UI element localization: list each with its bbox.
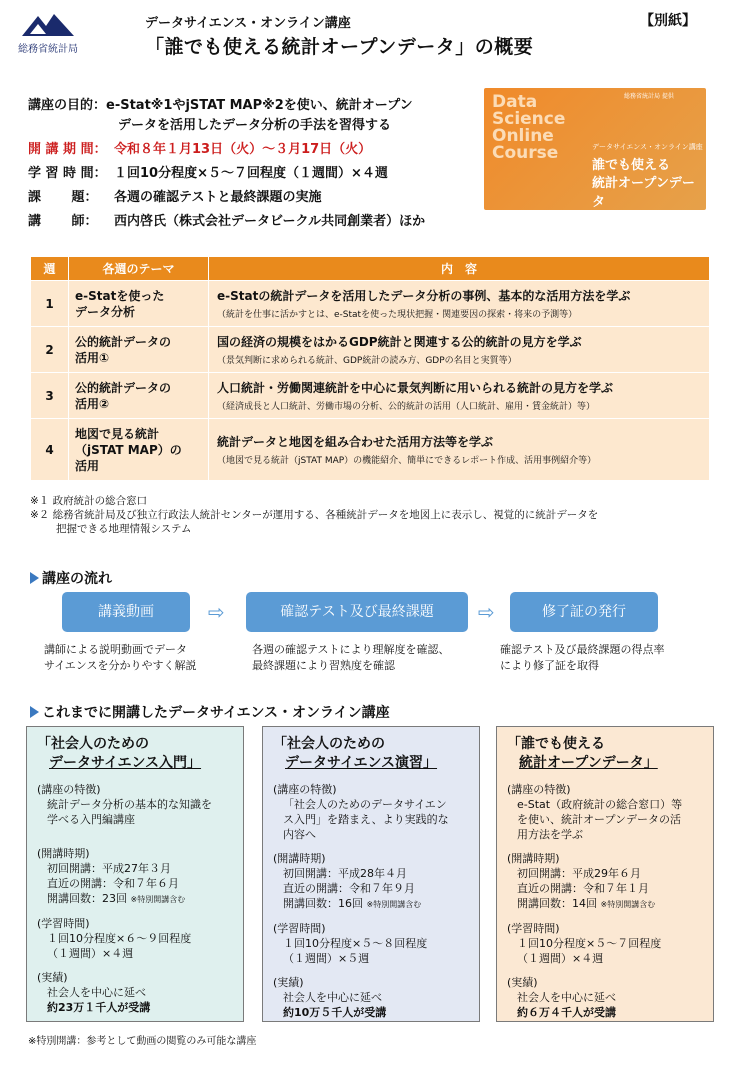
task-value: 各週の確認テストと最終課題の実施: [114, 190, 322, 205]
content-cell: e-Statの統計データを活用したデータ分析の事例、基本的な活用方法を学ぶ （統計を仕事に活かすとは、e-Statを使った現状把握・関連要因の探索・将来の予測等）: [209, 281, 710, 327]
triangle-icon: [30, 706, 39, 718]
table-header-row: [31, 257, 710, 281]
course-card-intro: [26, 726, 244, 1022]
theme-cell: 公的統計データの 活用①: [69, 327, 209, 373]
purpose-line1: e-Stat※1やjSTAT MAP※2を使い、統計オープン: [106, 98, 413, 113]
feature-text: 内容へ: [283, 828, 316, 841]
cover-header: 総務省統計局 提供: [624, 93, 674, 100]
table-row: [31, 373, 710, 419]
result-text: 社会人を中心に延べ: [283, 991, 382, 1004]
period-value: 令和８年１月13日（火）～３月17日（火）: [114, 142, 372, 157]
header-theme: 各週のテーマ: [69, 257, 209, 281]
footnotes: [30, 494, 598, 536]
first-run: 初回開講：平成29年６月: [517, 867, 641, 880]
result-text: 社会人を中心に延べ: [517, 991, 616, 1004]
feature-text: 「社会人のためのデータサイエン: [283, 798, 447, 811]
header-week: 週: [31, 257, 69, 281]
run-count: 開講回数：23回 ※特別開講含む: [47, 892, 186, 905]
flow-desc-certificate: 確認テスト及び最終課題の得点率 により修了証を取得: [500, 643, 665, 672]
week-cell: 2: [31, 327, 69, 373]
study-text: （１週間）×４週: [47, 947, 134, 960]
lecturer-label: 講 師：: [28, 214, 98, 229]
result-label: (実績): [37, 971, 68, 984]
latest-run: 直近の開講：令和７年６月: [47, 877, 179, 890]
week-cell: 3: [31, 373, 69, 419]
flow-desc-test: 各週の確認テストにより理解度を確認、 最終課題により習熟度を確認: [252, 643, 450, 672]
weekly-schedule-table: [30, 256, 710, 481]
lecturer-value: 西内啓氏（株式会社データビークル共同創業者）ほか: [114, 214, 426, 229]
feature-text: e-Stat（政府統計の総合窓口）等: [517, 798, 683, 811]
purpose-row: [28, 96, 413, 116]
triangle-icon: [30, 572, 39, 584]
table-row: [31, 327, 710, 373]
purpose-line2: データを活用したデータ分析の手法を習得する: [118, 118, 392, 133]
time-label: 学 習 時 間：: [28, 166, 107, 181]
content-cell: 国の経済の規模をはかるGDP統計と関連する公的統計の見方を学ぶ （景気判断に求められる統計、GDP統計の読み方、GDPの名目と実質等）: [209, 327, 710, 373]
feature-label: (講座の特徴): [37, 783, 101, 796]
arrow-right-icon: ⇨: [478, 600, 495, 624]
card-title-line2: 統計オープンデータ」: [519, 755, 658, 771]
result-label: (実績): [507, 976, 538, 989]
first-run: 初回開講：平成28年４月: [283, 867, 407, 880]
result-total: 約６万４千人が受講: [517, 1006, 616, 1019]
feature-text: ス入門」を踏まえ、より実践的な: [283, 813, 449, 826]
study-label: (学習時間): [507, 922, 560, 935]
cover-tag: データサイエンス・オンライン講座: [592, 143, 703, 151]
task-row: [28, 188, 321, 208]
course-cover-image: [484, 88, 706, 210]
content-cell: 人口統計・労働関連統計を中心に景気判断に用いられる統計の見方を学ぶ （経済成長と人口統計、労働市場の分析、公的統計の活用（人口統計、雇用・賃金統計）等）: [209, 373, 710, 419]
note-2b: 把握できる地理情報システム: [56, 523, 192, 535]
feature-text: 学べる入門編講座: [47, 813, 135, 826]
run-count: 開講回数：14回 ※特別開講含む: [517, 897, 656, 910]
cover-title2: 統計オープンデータ: [592, 176, 695, 210]
period-label: 開 講 期 間：: [28, 142, 107, 157]
period-row: [28, 140, 371, 160]
cover-title1: 誰でも使える: [592, 158, 671, 173]
stat-bureau-logo-icon: [18, 10, 78, 38]
flow-desc-lecture: 講師による説明動画でデータ サイエンスを分かりやすく解説: [44, 643, 197, 672]
feature-text: 用方法を学ぶ: [517, 828, 583, 841]
cover-big-text: Data Science Online Course: [492, 92, 566, 163]
table-row: [31, 281, 710, 327]
result-text: 社会人を中心に延べ: [47, 986, 146, 999]
latest-run: 直近の開講：令和７年９月: [283, 882, 415, 895]
result-total: 約23万１千人が受講: [47, 1001, 151, 1014]
card-title-line2: データサイエンス演習」: [285, 755, 438, 771]
special-session-footnote: ※特別開講：参考として動画の閲覧のみ可能な講座: [28, 1036, 257, 1047]
card-title-line1: 「誰でも使える: [507, 736, 605, 752]
run-count: 開講回数：16回 ※特別開講含む: [283, 897, 422, 910]
time-row: [28, 164, 388, 184]
course-card-practice: [262, 726, 480, 1022]
flow-step-certificate: 修了証の発行: [510, 592, 658, 632]
lecturer-row: [28, 212, 425, 232]
result-total: 約10万５千人が受講: [283, 1006, 387, 1019]
header-content: 内 容: [209, 257, 710, 281]
content-cell: 統計データと地図を組み合わせた活用方法等を学ぶ （地図で見る統計（jSTAT MAP）の機能紹介、簡単にできるレポート作成、活用事例紹介等）: [209, 419, 710, 481]
page-title: 「誰でも使える統計オープンデータ」の概要: [145, 36, 534, 58]
feature-text: 統計データ分析の基本的な知識を: [47, 798, 212, 811]
theme-cell: e-Statを使った データ分析: [69, 281, 209, 327]
study-label: (学習時間): [37, 917, 90, 930]
week-cell: 1: [31, 281, 69, 327]
card-title-line1: 「社会人のための: [273, 736, 385, 752]
header-subtitle: データサイエンス・オンライン講座: [145, 16, 351, 31]
past-courses-heading: これまでに開講したデータサイエンス・オンライン講座: [30, 702, 390, 722]
arrow-right-icon: ⇨: [208, 600, 225, 624]
study-text: （１週間）×４週: [517, 952, 604, 965]
table-row: [31, 419, 710, 481]
study-text: １回10分程度×６～９回程度: [47, 932, 192, 945]
period-label: (開講時期): [273, 852, 326, 865]
study-label: (学習時間): [273, 922, 326, 935]
feature-text: を使い、統計オープンデータの活: [517, 813, 682, 826]
first-run: 初回開講：平成27年３月: [47, 862, 171, 875]
theme-cell: 公的統計データの 活用②: [69, 373, 209, 419]
course-card-opendata: [496, 726, 714, 1022]
time-value: １回10分程度×５～７回程度（１週間）×４週: [114, 166, 388, 181]
attachment-label: 【別紙】: [640, 13, 696, 29]
period-label: (開講時期): [37, 847, 90, 860]
result-label: (実績): [273, 976, 304, 989]
card-title-line2: データサイエンス入門」: [49, 755, 202, 771]
note-1: ※１ 政府統計の総合窓口: [30, 495, 148, 507]
flow-heading: 講座の流れ: [30, 568, 112, 588]
logo-label: 総務省統計局: [18, 44, 78, 55]
period-label: (開講時期): [507, 852, 560, 865]
study-text: （１週間）×５週: [283, 952, 370, 965]
study-text: １回10分程度×５～７回程度: [517, 937, 662, 950]
card-title-line1: 「社会人のための: [37, 736, 149, 752]
purpose-label: 講座の目的：: [28, 98, 107, 113]
stat-bureau-logo: [18, 10, 98, 55]
flow-step-test: 確認テスト及び最終課題: [246, 592, 468, 632]
task-label: 課 題：: [28, 190, 98, 205]
note-2a: ※２ 総務省統計局及び独立行政法人統計センターが運用する、各種統計データを地図上に表示し、視覚的に統計データを: [30, 509, 599, 521]
flow-step-lecture: 講義動画: [62, 592, 190, 632]
study-text: １回10分程度×５～８回程度: [283, 937, 428, 950]
feature-label: (講座の特徴): [507, 783, 571, 796]
latest-run: 直近の開講：令和７年１月: [517, 882, 649, 895]
feature-label: (講座の特徴): [273, 783, 337, 796]
week-cell: 4: [31, 419, 69, 481]
theme-cell: 地図で見る統計 （jSTAT MAP）の 活用: [69, 419, 209, 481]
